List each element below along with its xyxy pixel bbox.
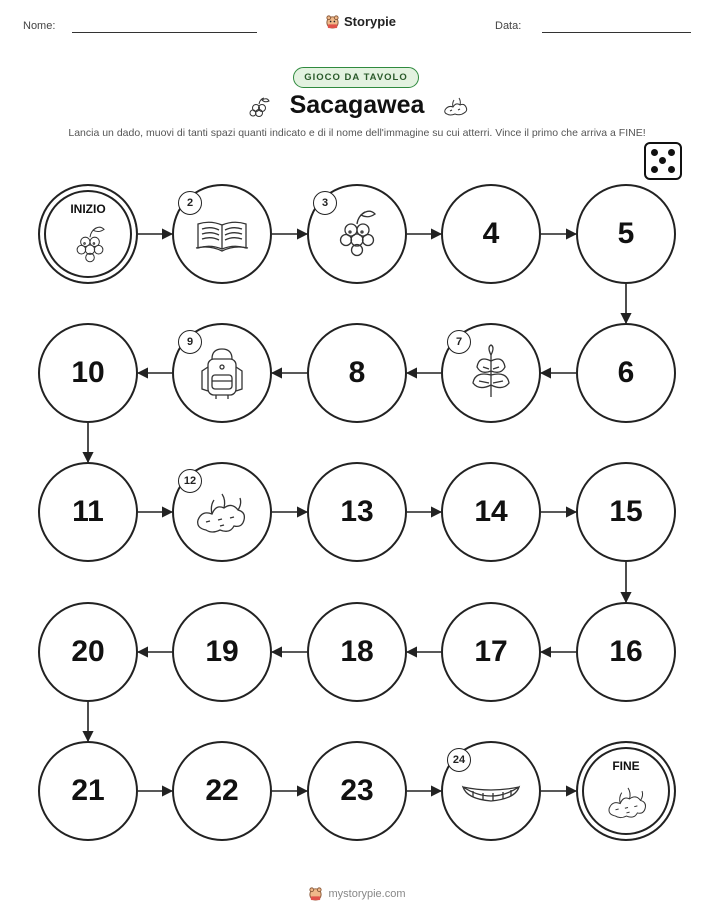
board-space[interactable] xyxy=(172,323,272,423)
space-number-badge: 9 xyxy=(178,330,202,354)
space-label: FINE xyxy=(612,759,640,773)
board-space[interactable] xyxy=(172,462,272,562)
game-type-badge: GIOCO DA TAVOLO xyxy=(293,67,419,88)
space-number: 16 xyxy=(609,635,643,668)
space-number: 8 xyxy=(348,356,366,389)
brand-name: Storypie xyxy=(344,14,397,29)
space-number: 10 xyxy=(71,356,105,389)
board-space[interactable] xyxy=(307,323,407,423)
plant-icon xyxy=(459,341,523,405)
space-number: 13 xyxy=(340,495,374,528)
board-space[interactable] xyxy=(441,741,541,841)
berries-icon xyxy=(65,220,115,270)
space-number-badge: 7 xyxy=(447,330,471,354)
space-number: 11 xyxy=(72,495,104,528)
page-title: Sacagawea xyxy=(289,91,425,119)
space-number: 4 xyxy=(482,217,500,250)
space-number: 23 xyxy=(340,774,374,807)
space-number-badge: 12 xyxy=(178,469,202,493)
space-number: 21 xyxy=(71,774,105,807)
storypie-mascot-icon xyxy=(308,886,323,901)
board-space[interactable] xyxy=(38,741,138,841)
ginger-root-icon xyxy=(603,777,653,827)
canoe-icon xyxy=(459,759,523,823)
space-number: 20 xyxy=(71,635,105,668)
board-space[interactable] xyxy=(172,184,272,284)
board-space[interactable] xyxy=(441,462,541,562)
board-space[interactable] xyxy=(307,741,407,841)
space-number-badge: 24 xyxy=(447,748,471,772)
finish-space[interactable] xyxy=(576,741,676,841)
board-space[interactable] xyxy=(441,323,541,423)
footer-url[interactable]: mystorypie.com xyxy=(328,887,406,900)
space-number: 5 xyxy=(617,217,635,250)
board-space[interactable] xyxy=(172,602,272,702)
space-number: 15 xyxy=(609,495,643,528)
space-number: 17 xyxy=(474,635,508,668)
board-space[interactable] xyxy=(441,602,541,702)
board-space[interactable] xyxy=(38,462,138,562)
berries-icon xyxy=(325,202,389,266)
board-space[interactable] xyxy=(441,184,541,284)
book-icon xyxy=(190,202,254,266)
space-number-badge: 2 xyxy=(178,191,202,215)
board-space[interactable] xyxy=(576,602,676,702)
board-space[interactable] xyxy=(576,323,676,423)
space-label: INIZIO xyxy=(70,202,106,216)
space-number: 19 xyxy=(205,635,239,668)
ginger-root-icon xyxy=(190,480,254,544)
start-space[interactable] xyxy=(38,184,138,284)
footer xyxy=(0,886,714,901)
board-space[interactable] xyxy=(38,323,138,423)
space-number: 22 xyxy=(205,774,239,807)
board-space[interactable] xyxy=(307,602,407,702)
board-space[interactable] xyxy=(576,462,676,562)
space-number: 14 xyxy=(474,495,508,528)
board-space[interactable] xyxy=(172,741,272,841)
name-label: Nome: xyxy=(23,20,56,32)
board-space[interactable] xyxy=(307,462,407,562)
space-number: 18 xyxy=(340,635,374,668)
space-number-badge: 3 xyxy=(313,191,337,215)
board-space[interactable] xyxy=(38,602,138,702)
date-label: Data: xyxy=(495,20,522,32)
backpack-icon xyxy=(190,341,254,405)
instructions-text: Lancia un dado, muovi di tanti spazi quanti indicato e di il nome dell'immagine su cui atterri. Vince il primo che arriva a FINE! xyxy=(68,127,646,139)
board-space[interactable] xyxy=(576,184,676,284)
board-space[interactable] xyxy=(307,184,407,284)
space-number: 6 xyxy=(617,356,635,389)
